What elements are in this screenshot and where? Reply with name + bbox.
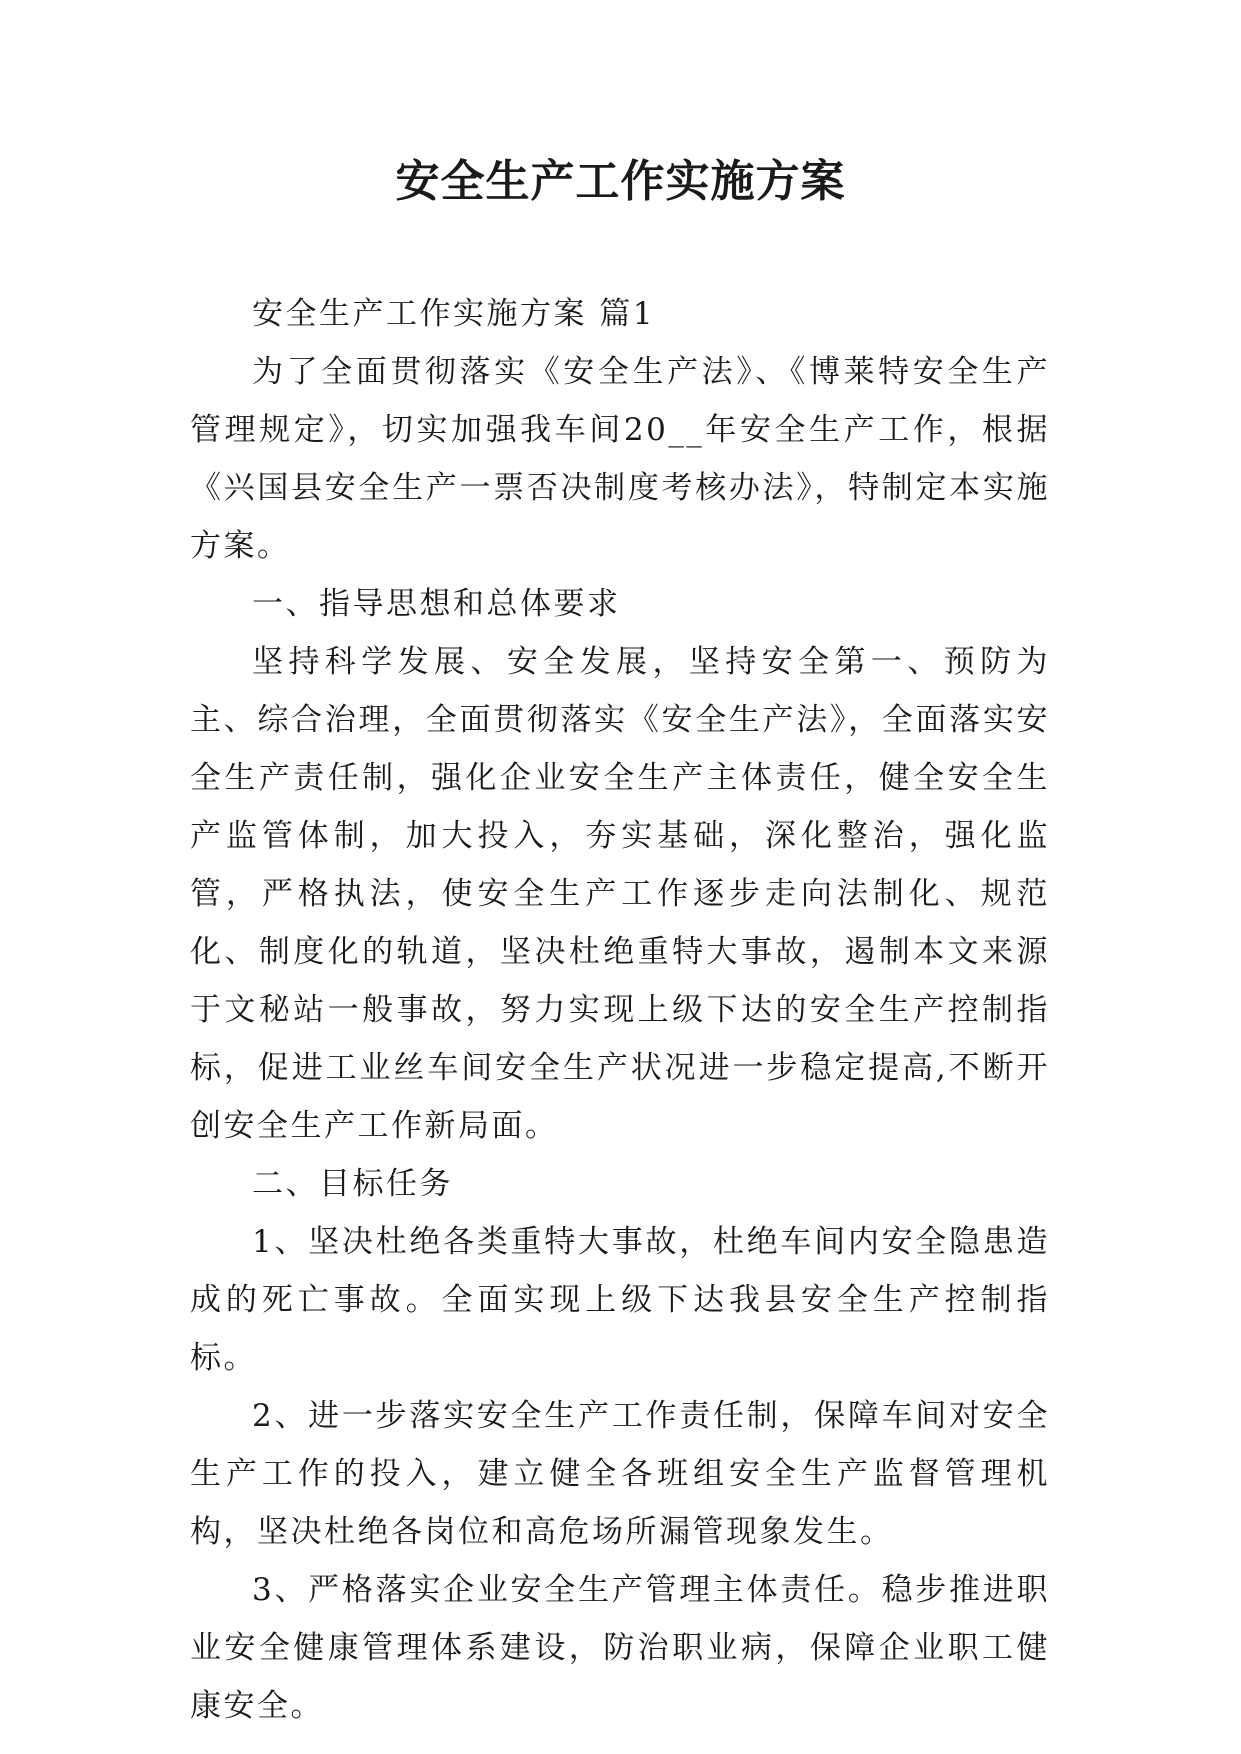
document-title: 安全生产工作实施方案 xyxy=(395,156,846,207)
paragraph: 坚持科学发展、安全发展，坚持安全第一、预防为主、综合治理，全面贯彻落实《安全生产法》，全面落实安全生产责任制，强化企业安全生产主体责任，健全安全生产监管体制，加大投入，夯实基础，深化整治，强化监管，严格执法，使安全生产工作逐步走向法制化、规范化、制度化的轨道，坚决杜绝重特大事故，遏制本文来源于文秘站一般事故，努力实现上级下达的安全生产控制指标，促进工业丝车间安全生产状况进一步稳定提高,不断开创安全生产工作新局面。 xyxy=(190,644,1050,1144)
list-item: 2、进一步落实安全生产工作责任制，保障车间对安全生产工作的投入，建立健全各班组安全生产监督管理机构，坚决杜绝各岗位和高危场所漏管现象发生。 xyxy=(190,1398,1050,1550)
paragraph: 为了全面贯彻落实《安全生产法》、《博莱特安全生产管理规定》，切实加强我车间20__年安全生产工作，根据《兴国县安全生产一票否决制度考核办法》，特制定本实施方案。 xyxy=(190,354,1050,564)
section-heading: 安全生产工作实施方案 篇1 xyxy=(252,296,656,332)
section-heading: 二、目标任务 xyxy=(252,1166,453,1202)
list-item: 3、严格落实企业安全生产管理主体责任。稳步推进职业安全健康管理体系建设，防治职业病，保障企业职工健康安全。 xyxy=(190,1572,1050,1724)
list-item: 1、坚决杜绝各类重特大事故，杜绝车间内安全隐患造成的死亡事故。全面实现上级下达我县安全生产控制指标。 xyxy=(190,1224,1050,1376)
section-heading: 一、指导思想和总体要求 xyxy=(252,586,621,622)
document-body xyxy=(190,285,1050,1735)
